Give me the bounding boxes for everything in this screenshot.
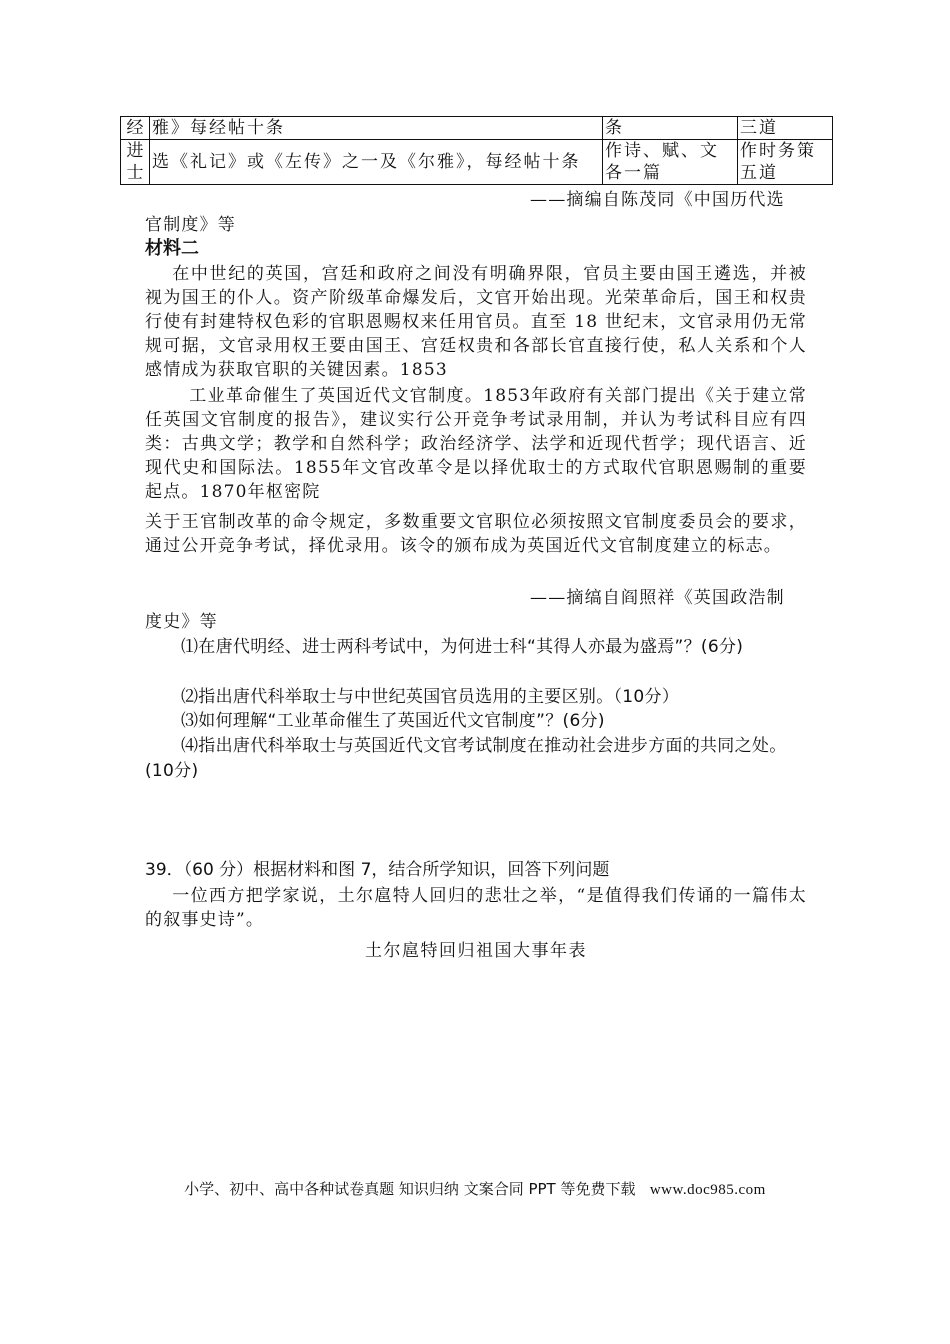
source-citation-2-cont: 度史》等: [145, 612, 218, 632]
material-paragraph-1: 在中世纪的英国，宫廷和政府之间没有明确界限，官员主要由国王遴选，并被视为国王的仆人。资产阶级革命爆发后，文官开始出现。光荣革命后，国王和权贵行使有封建特权色彩的官职恩赐权来任用官员。直至 18 世纪末，文官录用仍无常规可据，文官录用权王要由国王、宫廷权贵和各部长官直接行使，私人关系和个人感情成为获取官职的关键因素。1853: [145, 264, 807, 380]
question-39-title: 39．（60 分）根据材料和图 7，结合所学知识，回答下列问题: [145, 860, 610, 880]
exam-subjects-table: [120, 116, 833, 185]
question-text: ⑷指出唐代科举取士与英国近代文官考试制度在推动社会进步方面的共同之处。(10分): [145, 736, 787, 781]
table-cell-content: 雅》每经帖十条: [150, 117, 603, 140]
question-2: [145, 685, 807, 710]
question-text: ⑴在唐代明经、进士两科考试中，为何进士科“其得人亦最为盛焉”？(6分): [181, 637, 744, 657]
table-cell-col-a: 作诗、赋、文各一篇: [603, 140, 738, 185]
question-1: [145, 635, 807, 660]
table-cell-content: 选《礼记》或《左传》之一及《尔雅》，每经帖十条: [150, 140, 603, 185]
page-footer: [0, 1178, 950, 1201]
question-3: [145, 709, 807, 734]
source-citation-1: ——摘编自陈茂同《中国历代选: [530, 190, 785, 210]
question-4: [145, 734, 807, 784]
table-cell-name: 进士: [121, 140, 150, 185]
timeline-table-caption: 土尔扈特回归祖国大事年表: [365, 941, 587, 961]
material-heading: 材料二: [145, 238, 199, 259]
footer-text: 小学、初中、高中各种试卷真题 知识归纳 文案合同 PPT 等免费下载: [184, 1180, 636, 1198]
question-text: ⑵指出唐代科举取士与中世纪英国官员选用的主要区别。（10分）: [181, 687, 680, 707]
question-39-intro: 一位西方把学家说，土尔扈特人回归的悲壮之举，“是值得我们传诵的一篇伟太的叙事史诗”。: [145, 886, 807, 930]
question-text: ⑶如何理解“工业革命催生了英国近代文官制度”？(6分): [181, 711, 605, 731]
footer-url[interactable]: www.doc985.com: [649, 1182, 766, 1198]
table-cell-col-b: 三道: [738, 117, 833, 140]
material-paragraph-3: 关于王官制改革的命令规定，多数重要文官职位必须按照文官制度委员会的要求，通过公开竞争考试，择优录用。该令的颁布成为英国近代文官制度建立的标志。: [145, 512, 807, 556]
table-row: [121, 140, 833, 185]
table-cell-name: 经: [121, 117, 150, 140]
source-citation-2: ——摘缟自阎照祥《英国政浩制: [530, 588, 785, 608]
material-paragraph-2: 工业革命催生了英国近代文官制度。1853年政府有关部门提出《关于建立常任英国文官制度的报告》，建议实行公开竞争考试录用制，并认为考试科目应有四类：古典文学；教学和自然科学；政治经济学、法学和近现代哲学；现代语言、近现代史和国际法。1855年文官改革令是以择优取士的方式取代官职恩赐制的重要起点。1870年枢密院: [145, 386, 807, 502]
table-cell-col-b: 作时务策五道: [738, 140, 833, 185]
table-cell-col-a: 条: [603, 117, 738, 140]
table-row: [121, 117, 833, 140]
source-citation-1-cont: 官制度》等: [145, 215, 236, 235]
